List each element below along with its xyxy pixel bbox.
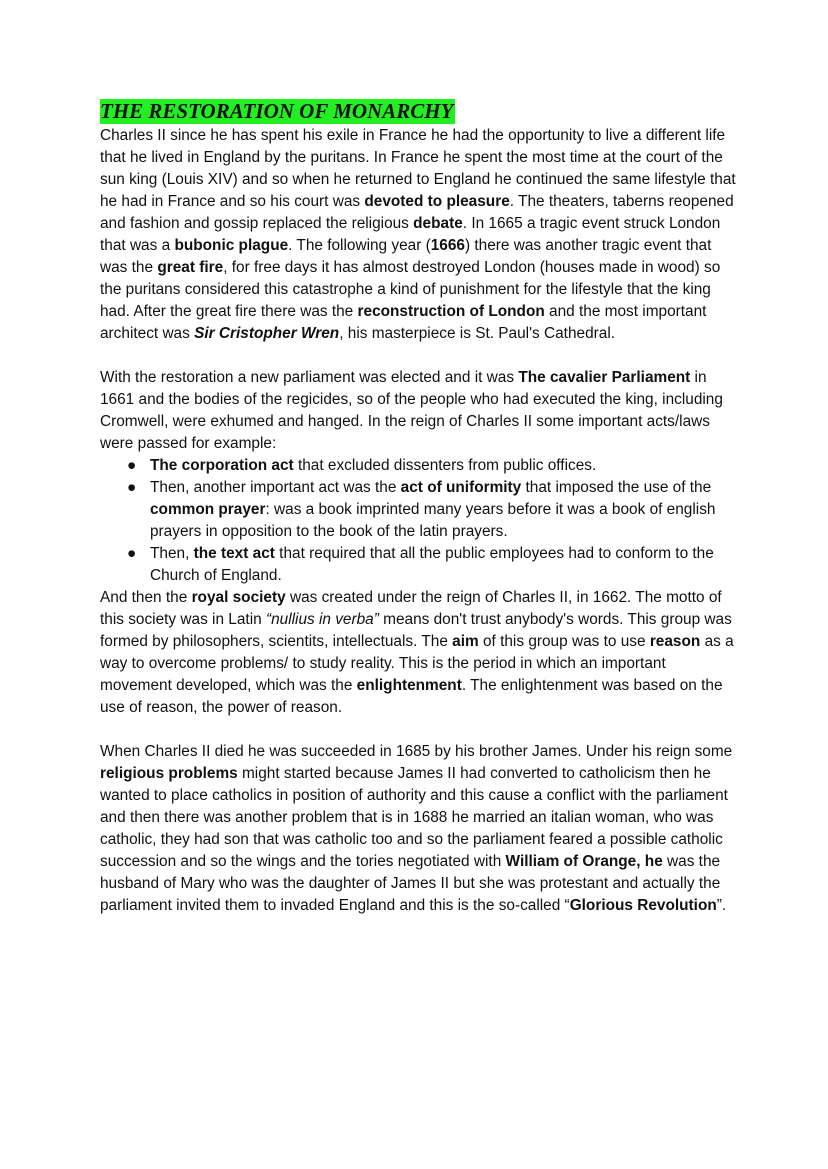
paragraph-royal-society [100,587,740,719]
text: And then the [100,589,192,606]
bold-term: enlightenment [356,677,462,694]
paragraph-charles-ii [100,125,740,345]
text: that imposed the use of the [521,479,712,496]
bold-term: royal society [191,589,286,606]
paragraph-gap [100,719,740,741]
list-item [100,477,740,543]
bold-term: William of Orange, he [505,853,663,870]
bullet-icon: ● [127,457,137,474]
text: When Charles II died he was succeeded in 1685 by his brother James. Under his reign some [100,743,733,760]
bullet-icon: ● [127,545,137,562]
bold-term: The cavalier Parliament [518,369,691,386]
bold-term: Glorious Revolution [569,897,717,914]
text: . The following year ( [288,237,431,254]
text: that excluded dissenters from public offices. [293,457,597,474]
document-page [100,99,740,917]
text: Then, another important act was the [150,479,401,496]
text: . The enlightenment was based on the use of reason, the power of reason. [100,677,723,716]
bold-italic-term: Sir Cristopher Wren [194,325,340,342]
bold-term: great fire [157,259,224,276]
acts-list [100,455,740,587]
text: might started because James II had converted to catholicism then he wanted to place catholics in position of authority and this cause a conflict with the parliament and then there was another problem that is in 1688 he married an italian woman, who was catholic, they had son that was catholic too and so the parliament feared a possible catholic succession and so the wings and the tories negotiated with [100,765,728,870]
paragraph-parliament [100,367,740,455]
text: means don't trust anybody's words. This group was formed by philosophers, scientits, intellectuals. The [100,611,732,650]
text: , his masterpiece is St. Paul's Cathedral. [339,325,616,342]
text: was created under the reign of Charles II, in 1662. The motto of this society was in Latin [100,589,722,628]
paragraph-james-ii [100,741,740,917]
text: Then, [150,545,194,562]
text: that required that all the public employees had to conform to the Church of England. [150,545,714,584]
bold-term: reconstruction of London [357,303,545,320]
text: ”. [716,897,727,914]
paragraph-gap [100,345,740,367]
bold-term: reason [649,633,701,650]
text: . The theaters, taberns reopened and fashion and gossip replaced the religious [100,193,734,232]
document-title: THE RESTORATION OF MONARCHY [100,99,454,123]
bold-term: act of uniformity [400,479,522,496]
text: was the husband of Mary who was the daughter of James II but she was protestant and actually the parliament invited them to invaded England and this is the so-called “ [100,853,721,914]
bullet-icon: ● [127,479,137,496]
text: of this group was to use [478,633,650,650]
bold-term: common prayer [150,501,266,518]
text: in 1661 and the bodies of the regicides, so of the people who had executed the king, including Cromwell, were exhumed and hanged. In the reign of Charles II some important acts/laws were passed for example: [100,369,723,452]
bold-term: 1666 [430,237,465,254]
text: : was a book imprinted many years before it was a book of english prayers in opposition to the book of the latin prayers. [150,501,716,540]
italic-motto: “nullius in verba” [265,611,379,628]
text: and the most important architect was [100,303,707,342]
text: ) there was another tragic event that was the [100,237,712,276]
text: Charles II since he has spent his exile in France he had the opportunity to live a different life that he lived in England by the puritans. In France he spent the most time at the court of the sun king (Louis XIV) and so when he returned to England he continued the same lifestyle that he had in France and so his court was [100,127,736,210]
bold-term: The corporation act [150,457,294,474]
text: , for free days it has almost destroyed London (houses made in wood) so the puritans considered this catastrophe a kind of punishment for the lifestyle that the king had. After the great fire there was the [100,259,721,320]
bold-term: bubonic plague [174,237,289,254]
bold-term: devoted to pleasure [364,193,510,210]
bold-term: religious problems [100,765,238,782]
bold-term: the text act [193,545,275,562]
list-item [100,543,740,587]
list-item [100,455,740,477]
text: With the restoration a new parliament was elected and it was [100,369,519,386]
text: as a way to overcome problems/ to study reality. This is the period in which an important movement developed, which was the [100,633,734,694]
text: . In 1665 a tragic event struck London that was a [100,215,721,254]
bold-term: debate [413,215,463,232]
bold-term: aim [452,633,479,650]
